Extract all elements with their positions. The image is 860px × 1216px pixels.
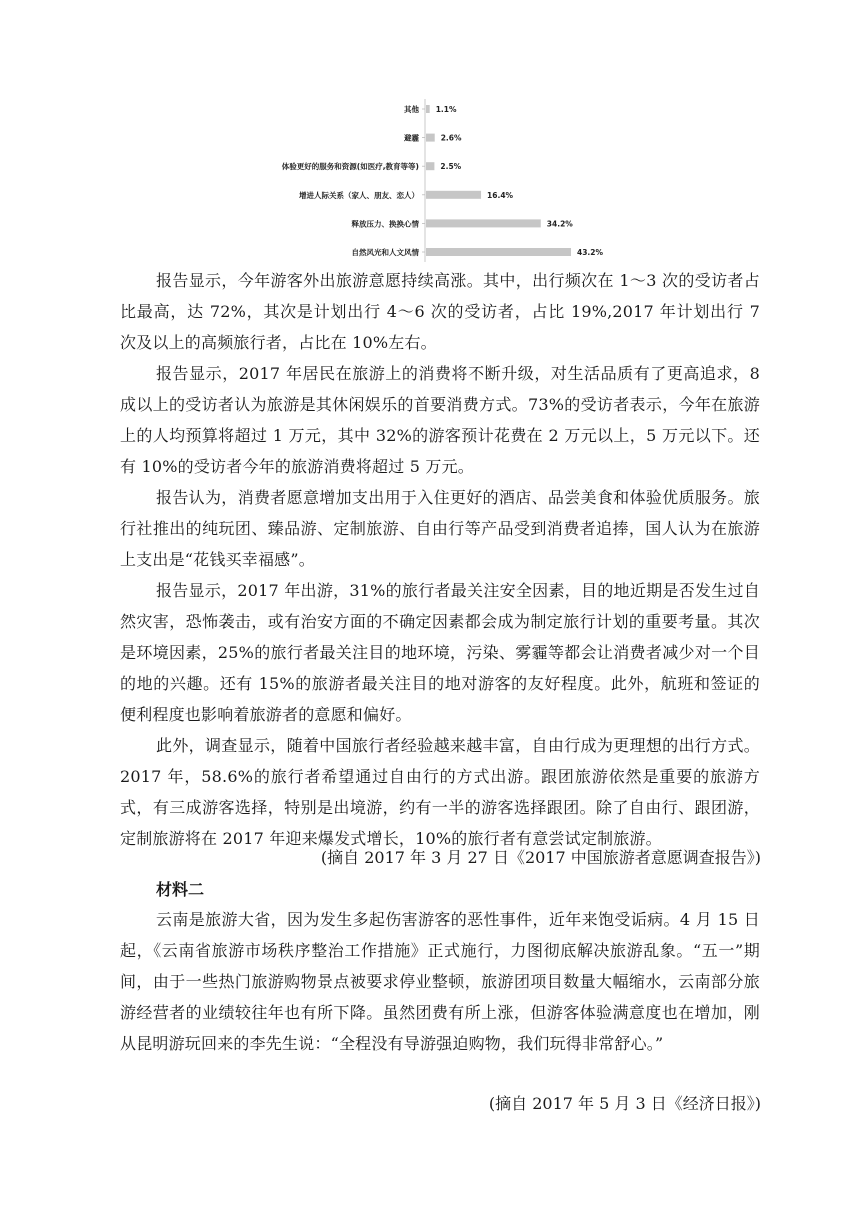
bar — [426, 162, 434, 170]
bar-value-label: 43.2% — [577, 248, 604, 257]
category-label: 其他 — [404, 105, 419, 114]
source-citation-1: (摘自 2017 年 3 月 27 日《2017 中国旅游者意愿调查报告》) — [320, 848, 761, 867]
bar — [426, 134, 435, 142]
bar — [426, 105, 430, 113]
category-label: 释放压力、换换心情 — [351, 219, 419, 229]
category-label: 体验更好的服务和资源(如医疗,教育等等) — [281, 162, 419, 172]
paragraph-2: 报告显示，2017 年居民在旅游上的消费将不断升级，对生活品质有了更高追求，8 成以上的受访者认为旅游是其休闲娱乐的首要消费方式。73%的受访者表示，今年在旅游上的人均预算将超过 1 万元，其中 32%的游客预计花费在 2 万元以上，5 万元以下。还有 10%的受访者今年的旅游消费将超过 5 万元。 — [120, 364, 760, 476]
category-label: 避霾 — [404, 133, 419, 143]
bar-value-label: 16.4% — [487, 190, 514, 200]
section-heading-material-2: 材料二 — [156, 880, 205, 899]
reason-bar-chart — [255, 97, 615, 263]
bar-value-label: 2.5% — [440, 162, 462, 172]
paragraph-material-2: 云南是旅游大省，因为发生多起伤害游客的恶性事件，近年来饱受诟病。4 月 15 日起，《云南省旅游市场秩序整治工作措施》正式施行，力图彻底解决旅游乱象。“五一”期间，由于一些热门旅游购物景点被要求停业整顿，旅游团项目数量大幅缩水，云南部分旅游经营者的业绩较往年也有所下降。虽然团费有所上涨，但游客体验满意度也在增加，刚从昆明游玩回来的李先生说：“全程没有导游强迫购物，我们玩得非常舒心。” — [120, 910, 760, 1053]
bar — [426, 219, 541, 227]
bar — [426, 191, 481, 199]
bar-value-label: 1.1% — [435, 105, 457, 114]
bar — [426, 248, 571, 256]
source-citation-2: (摘自 2017 年 5 月 3 日《经济日报》) — [488, 1094, 761, 1113]
bar-value-label: 2.6% — [440, 133, 462, 143]
category-label: 增进人际关系（家人、朋友、恋人） — [299, 190, 419, 200]
bar-value-label: 34.2% — [546, 219, 573, 229]
paragraph-1: 报告显示，今年游客外出旅游意愿持续高涨。其中，出行频次在 1～3 次的受访者占比最高，达 72%，其次是计划出行 4～6 次的受访者，占比 19%,2017 年计划出行 7 次及以上的高频旅行者，占比在 10%左右。 — [120, 271, 760, 352]
paragraph-5: 此外，调查显示，随着中国旅行者经验越来越丰富，自由行成为更理想的出行方式。2017 年，58.6%的旅行者希望通过自由行的方式出游。跟团旅游依然是重要的旅游方式，有三成游客选择，特别是出境游，约有一半的游客选择跟团。除了自由行、跟团游，定制旅游将在 2017 年迎来爆发式增长，10%的旅行者有意尝试定制旅游。 — [120, 736, 760, 848]
category-label: 自然风光和人文风情 — [351, 248, 419, 257]
paragraph-3: 报告认为，消费者愿意增加支出用于入住更好的酒店、品尝美食和体验优质服务。旅行社推出的纯玩团、臻品游、定制旅游、自由行等产品受到消费者追捧，国人认为在旅游上支出是“花钱买幸福感”。 — [120, 488, 760, 569]
paragraph-4: 报告显示，2017 年出游，31%的旅行者最关注安全因素，目的地近期是否发生过自然灾害，恐怖袭击，或有治安方面的不确定因素都会成为制定旅行计划的重要考量。其次是环境因素，25%的旅行者最关注目的地环境，污染、雾霾等都会让消费者减少对一个目的地的兴趣。还有 15%的旅游者最关注目的地对游客的友好程度。此外，航班和签证的便利程度也影响着旅游者的意愿和偏好。 — [120, 581, 760, 724]
